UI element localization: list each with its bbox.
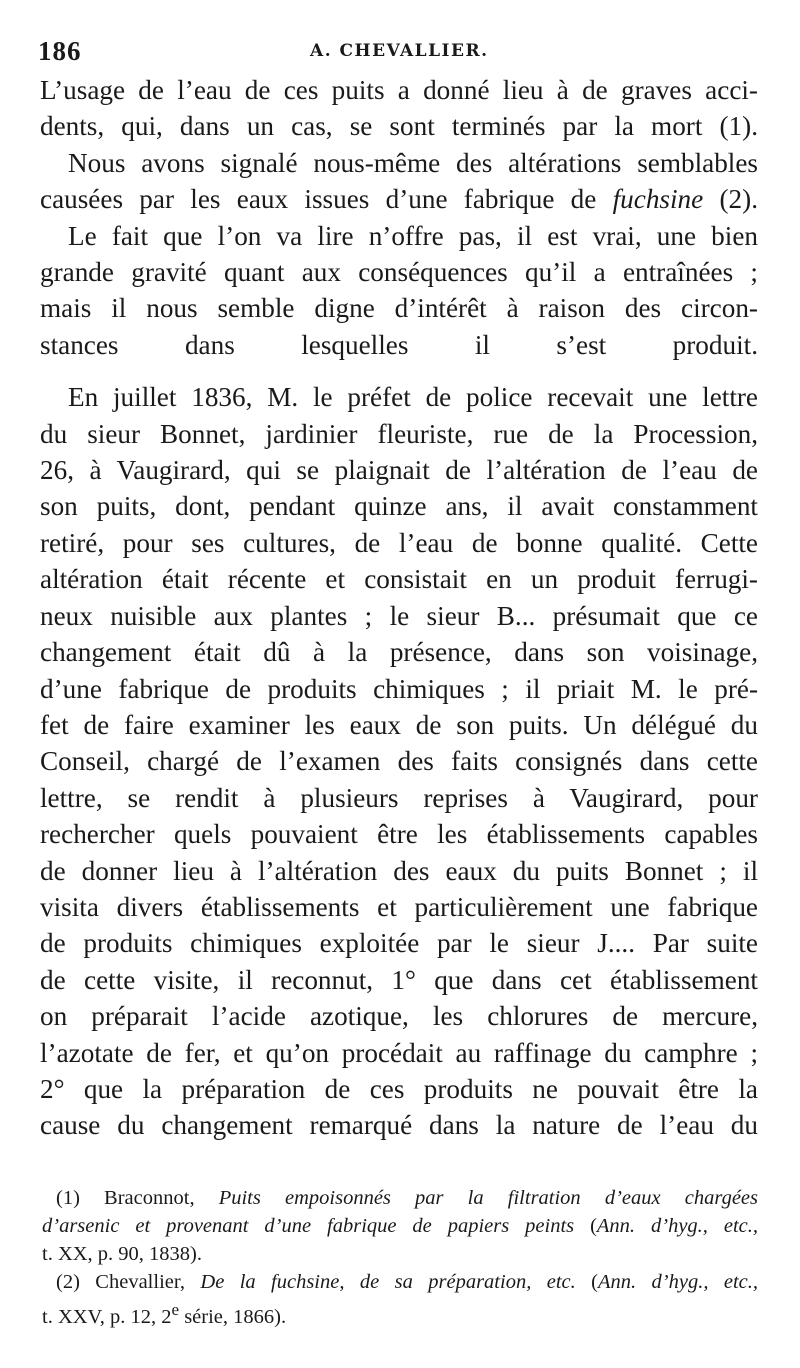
footnote-marker: (2) Chevallier, [56,1271,201,1293]
text-line: rechercher quels pouvaient être les établissements capables [40,819,758,850]
footnote-2 [42,1268,758,1331]
paragraph-2 [40,145,758,218]
text-line: lettre, se rendit à plusieurs reprises à Vaugirard, pour [40,782,758,813]
paragraph-4 [40,379,758,1144]
text-line [40,181,758,217]
text-line: altération était récente et consistait en un produit ferrugi- [40,564,758,595]
text-run: (2). [703,184,758,215]
paragraph-1 [40,72,758,145]
footnote-line [42,1212,758,1240]
text-line: En juillet 1836, M. le préfet de police recevait une lettre [68,382,758,413]
footnote-title: De la fuchsine, de sa préparation, etc. [200,1271,576,1293]
footnote-line [42,1184,758,1212]
paragraph-3 [40,218,758,364]
paragraph-gap [40,363,758,379]
footnote-text: série, 1866). [179,1305,287,1328]
text-line: de donner lieu à l’altération des eaux du puits Bonnet ; il [40,855,758,886]
footnote-line [42,1296,758,1331]
italic-run: fuchsine [612,184,704,215]
superscript: e [171,1300,180,1319]
footnote-text: ( [574,1215,597,1237]
footnote-text: ( [575,1271,598,1293]
footnote-title: Puits empoisonnés par la filtration d’eaux chargées [218,1187,758,1209]
text-line: neux nuisible aux plantes ; le sieur B... présumait que ce [40,600,758,631]
text-line: du sieur Bonnet, jardinier fleuriste, rue de la Procession, [40,418,758,449]
text-line: changement était dû à la présence, dans son voisinage, [40,637,758,668]
text-line: visita divers établissements et particulièrement une fabrique [40,891,758,922]
text-line: Le fait que l’on va lire n’offre pas, il est vrai, une bien [68,220,758,251]
footnote-journal: Ann. d’hyg., etc., [596,1215,759,1237]
footnote-text: t. XXV, p. 12, 2 [42,1305,172,1328]
text-line: stances dans lesquelles il s’est produit. [40,329,758,360]
text-line: de produits chimiques exploitée par le sieur J.... Par suite [40,928,758,959]
text-line: L’usage de l’eau de ces puits a donné lieu à de graves acci- [40,75,758,105]
page-number: 186 [38,36,82,66]
running-head: A. CHEVALLIER. [310,41,489,61]
footnote-marker: (1) Braconnot, [56,1187,219,1209]
page-header [38,36,750,66]
body-text [40,72,758,1144]
text-line: Nous avons signalé nous-même des altérations semblables [68,147,758,178]
text-line: son puits, dont, pendant quinze ans, il avait constamment [40,491,758,522]
footnote-1 [42,1184,758,1268]
text-line: retiré, pour ses cultures, de l’eau de bonne qualité. Cette [40,527,758,558]
footnote-line: t. XX, p. 90, 1838). [42,1243,203,1265]
text-line: fet de faire examiner les eaux de son puits. Un délégué du [40,709,758,740]
footnote-title: d’arsenic et provenant d’une fabrique de papiers peints [42,1215,575,1237]
text-run: causées par les eaux issues d’une fabrique de [40,184,613,215]
footnote-journal: Ann. d’hyg., etc., [597,1271,758,1293]
text-line: grande gravité quant aux conséquences qu’il a entraînées ; [40,257,758,288]
text-line: de cette visite, il reconnut, 1° que dans cet établissement [40,964,758,995]
text-line: l’azotate de fer, et qu’on procédait au raffinage du camphre ; [40,1037,758,1068]
text-line: on préparait l’acide azotique, les chlorures de mercure, [40,1001,758,1032]
text-line: 26, à Vaugirard, qui se plaignait de l’altération de l’eau de [40,455,758,486]
text-line: Conseil, chargé de l’examen des faits consignés dans cette [40,746,758,777]
text-line: mais il nous semble digne d’intérêt à raison des circon- [40,293,758,324]
text-line: 2° que la préparation de ces produits ne pouvait être la [40,1073,758,1104]
footnotes [42,1184,758,1331]
footnote-line [42,1268,758,1296]
text-line: dents, qui, dans un cas, se sont terminés par la mort (1). [40,111,758,142]
text-line: cause du changement remarqué dans la nature de l’eau du [40,1110,758,1141]
text-line: d’une fabrique de produits chimiques ; il priait M. le pré- [40,673,758,704]
